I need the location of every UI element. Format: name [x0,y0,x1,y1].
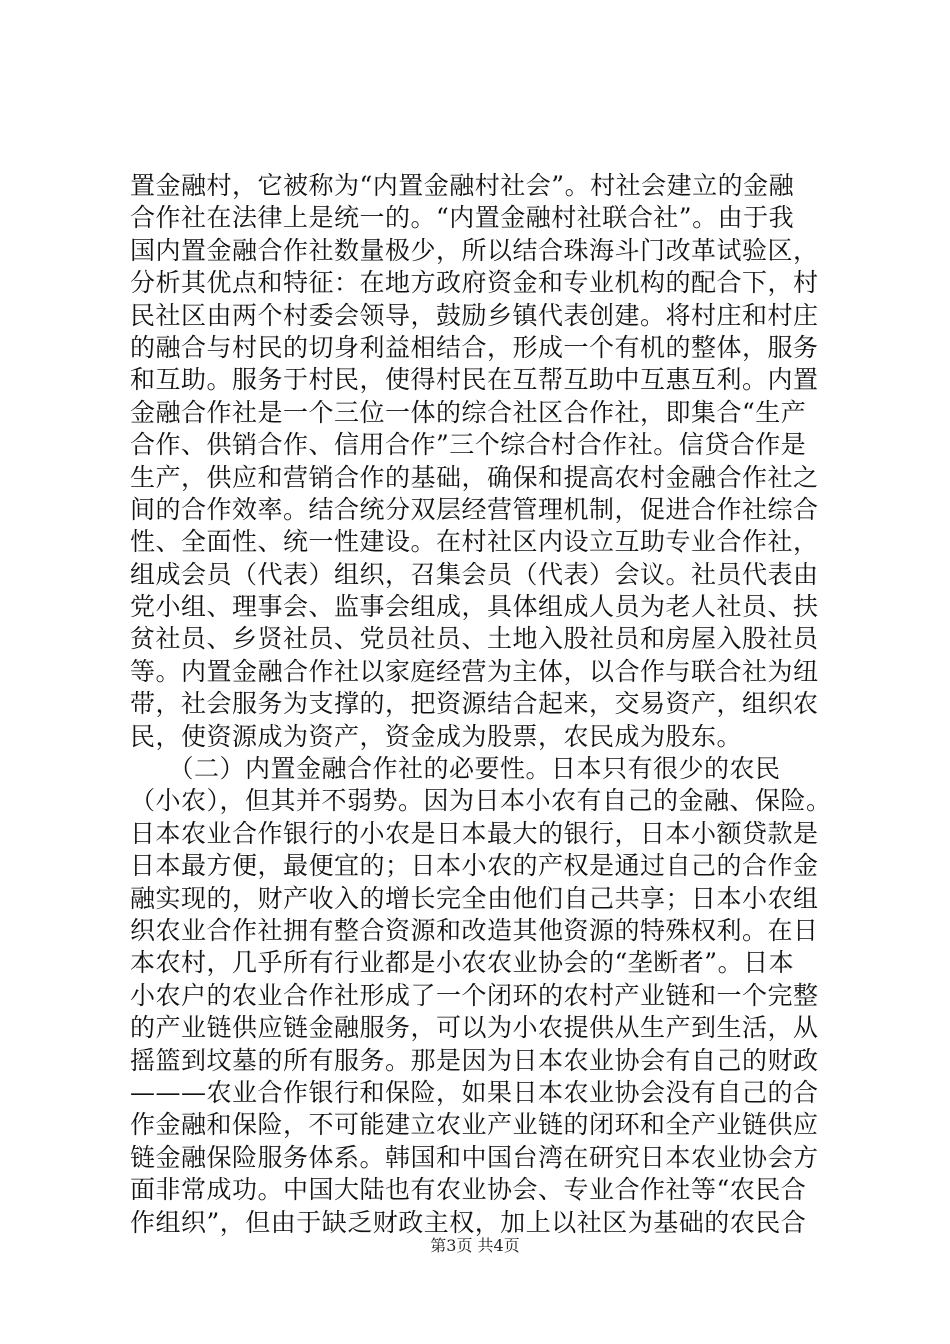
text-line: 间的合作效率。结合统分双层经营管理机制，促进合作社综合 [130,494,819,524]
text-line: 日本农业合作银行的小农是日本最大的银行，日本小额贷款是 [130,818,819,848]
text-line: 党小组、理事会、监事会组成，具体组成人员为老人社员、扶 [130,592,819,622]
text-line: 国内置金融合作社数量极少，所以结合珠海斗门改革试验区， [130,235,819,265]
text-line: 合作社在法律上是统一的。“内置金融村社联合社”。由于我 [130,203,795,233]
text-line: （二）内置金融合作社的必要性。日本只有很少的农民 [130,754,781,784]
text-line: 本农村，几乎所有行业都是小农农业协会的“垄断者”。日本 [130,948,795,978]
text-line: 合作、供销合作、信用合作”三个综合村合作社。信贷合作是 [130,430,807,460]
text-line: 置金融村，它被称为“内置金融村社会”。村社会建立的金融 [130,171,795,200]
text-line: 摇篮到坟墓的所有服务。那是因为日本农业协会有自己的财政 [130,1045,819,1075]
text-line: 和互助。服务于村民，使得村民在互帮互助中互惠互利。内置 [130,365,819,395]
text-line: 带，社会服务为支撑的，把资源结合起来，交易资产，组织农 [130,689,819,719]
text-line: 融实现的，财产收入的增长完全由他们自己共享；日本小农组 [130,883,819,913]
text-line: 面非常成功。中国大陆也有农业协会、专业合作社等“农民合 [130,1175,807,1205]
text-line: 金融合作社是一个三位一体的综合社区合作社，即集合“生产 [130,397,807,427]
text-line: 民，使资源成为资产，资金成为股票，农民成为股东。 [130,721,743,751]
text-line: 日本最方便，最便宜的；日本小农的产权是通过自己的合作金 [130,851,819,881]
text-line: 的产业链供应链金融服务，可以为小农提供从生产到生活，从 [130,1013,819,1043]
page-footer: 第3页 共4页 [430,1236,520,1255]
body-text [130,170,830,1239]
text-line: 生产，供应和营销合作的基础，确保和提高农村金融合作社之 [130,462,819,492]
text-line: 小农户的农业合作社形成了一个闭环的农村产业链和一个完整 [130,980,819,1010]
text-line: 作金融和保险，不可能建立农业产业链的闭环和全产业链供应 [130,1110,819,1140]
text-line: 等。内置金融合作社以家庭经营为主体，以合作与联合社为纽 [130,656,819,686]
text-line: 组成会员（代表）组织，召集会员（代表）会议。社员代表由 [130,559,819,589]
text-line: 贫社员、乡贤社员、党员社员、土地入股社员和房屋入股社员 [130,624,819,654]
text-line: 分析其优点和特征：在地方政府资金和专业机构的配合下，村 [130,268,819,298]
text-line: 民社区由两个村委会领导，鼓励乡镇代表创建。将村庄和村庄 [130,300,819,330]
text-line: （小农），但其并不弱势。因为日本小农有自己的金融、保险。 [130,786,832,816]
text-line: 的融合与村民的切身利益相结合，形成一个有机的整体，服务 [130,332,819,362]
text-line: 织农业合作社拥有整合资源和改造其他资源的特殊权利。在日 [130,915,819,945]
text-line: 性、全面性、统一性建设。在村社区内设立互助专业合作社， [130,527,819,557]
text-line: 链金融保险服务体系。韩国和中国台湾在研究日本农业协会方 [130,1142,819,1172]
text-line: 作组织”，但由于缺乏财政主权，加上以社区为基础的农民合 [130,1207,807,1237]
text-line: ———农业合作银行和保险，如果日本农业协会没有自己的合 [130,1077,819,1107]
